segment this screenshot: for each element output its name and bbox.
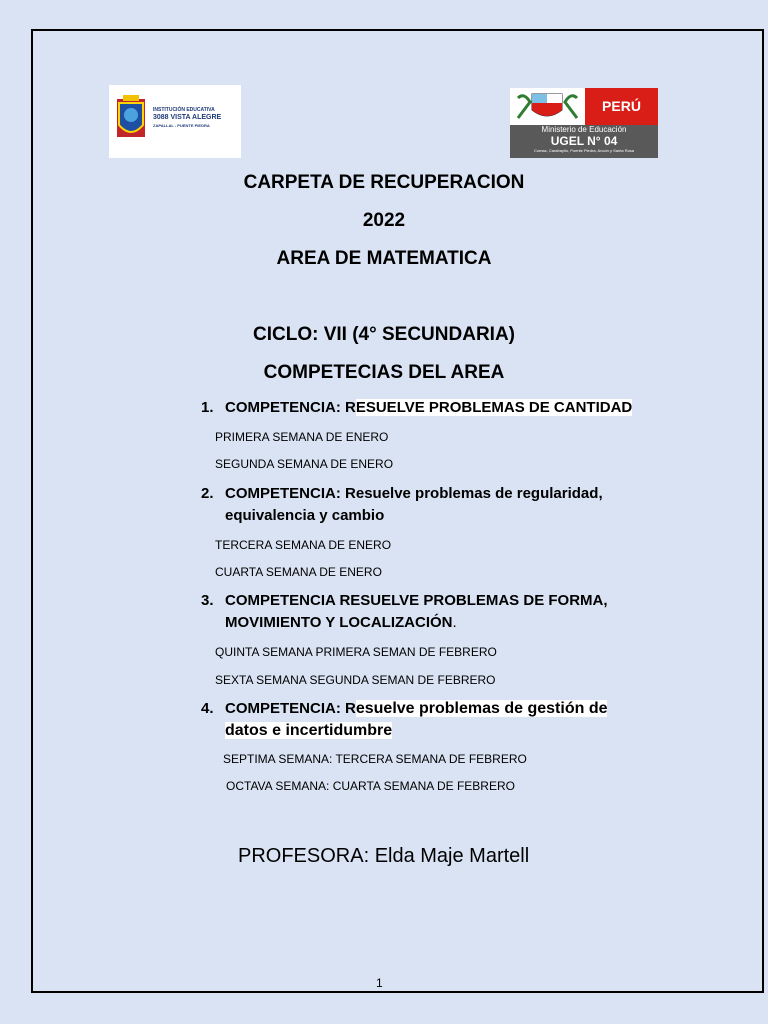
competency-4-line2: [225, 722, 392, 740]
competency-number: 2.: [201, 485, 214, 502]
peru-shield-area: [510, 88, 585, 125]
week-item: SEGUNDA SEMANA DE ENERO: [215, 457, 394, 471]
area-title: AREA DE MATEMATICA: [276, 248, 492, 269]
peru-coat-of-arms-icon: [510, 88, 585, 125]
ministry-logo: [510, 88, 658, 158]
competency-number: 4.: [201, 700, 214, 717]
week-item: SEPTIMA SEMANA: TERCERA SEMANA DE FEBRERO: [223, 752, 527, 766]
competency-label: COMPETENCIA: R: [225, 399, 356, 416]
competency-1: [201, 399, 632, 416]
ministry-name: Ministerio de Educación: [541, 125, 627, 134]
week-item: TERCERA SEMANA DE ENERO: [215, 538, 392, 552]
page-number: 1: [376, 976, 383, 990]
school-logo: [109, 85, 241, 158]
competency-text: Resuelve problemas de regularidad,: [345, 485, 603, 502]
week-item: QUINTA SEMANA PRIMERA SEMAN DE FEBRERO: [215, 645, 497, 659]
peru-label: PERÚ: [585, 88, 658, 125]
competency-text: COMPETENCIA RESUELVE PROBLEMAS DE FORMA,: [225, 592, 608, 609]
week-item: OCTAVA SEMANA: CUARTA SEMANA DE FEBRERO: [226, 779, 515, 793]
school-logo-line2: 3088 VISTA ALEGRE: [153, 114, 222, 121]
competency-3-line2: MOVIMIENTO Y LOCALIZACIÓN.: [225, 614, 457, 631]
ugel-number: UGEL N° 04: [550, 134, 618, 148]
week-item: CUARTA SEMANA DE ENERO: [215, 565, 382, 579]
competency-number: 1.: [201, 399, 214, 416]
week-item: PRIMERA SEMANA DE ENERO: [215, 430, 389, 444]
school-logo-line3: ZAPALLAL - PUENTE PIEDRA: [153, 123, 210, 128]
teacher-name: PROFESORA: Elda Maje Martell: [238, 845, 530, 867]
week-item: SEXTA SEMANA SEGUNDA SEMAN DE FEBRERO: [215, 673, 496, 687]
competency-3: [201, 592, 608, 609]
competency-4: [201, 700, 607, 718]
ugel-districts: Comas, Carabayllo, Puente Piedra, Ancón y Santa Rosa: [533, 148, 635, 153]
document-title: CARPETA DE RECUPERACION: [243, 172, 525, 193]
competency-2: [201, 485, 603, 502]
competency-3-line2-text: MOVIMIENTO Y LOCALIZACIÓN: [225, 614, 453, 631]
competencies-heading: COMPETECIAS DEL AREA: [263, 362, 505, 383]
competency-4-line2-text: datos e incertidumbre: [225, 722, 393, 739]
cycle-title: CICLO: VII (4° SECUNDARIA): [253, 324, 515, 345]
ugel-block: [510, 125, 658, 158]
competency-text: ESUELVE PROBLEMAS DE CANTIDAD: [355, 399, 633, 416]
competency-2-line2: equivalencia y cambio: [225, 507, 385, 524]
school-crest-icon: [109, 85, 241, 158]
competency-label: COMPETENCIA:: [225, 485, 341, 502]
competency-number: 3.: [201, 592, 214, 609]
competency-text: esuelve problemas de gestión de: [355, 700, 608, 717]
competency-label: COMPETENCIA: R: [225, 700, 356, 717]
document-year: 2022: [362, 210, 406, 231]
school-logo-line1: INSTITUCIÓN EDUCATIVA: [153, 107, 215, 113]
